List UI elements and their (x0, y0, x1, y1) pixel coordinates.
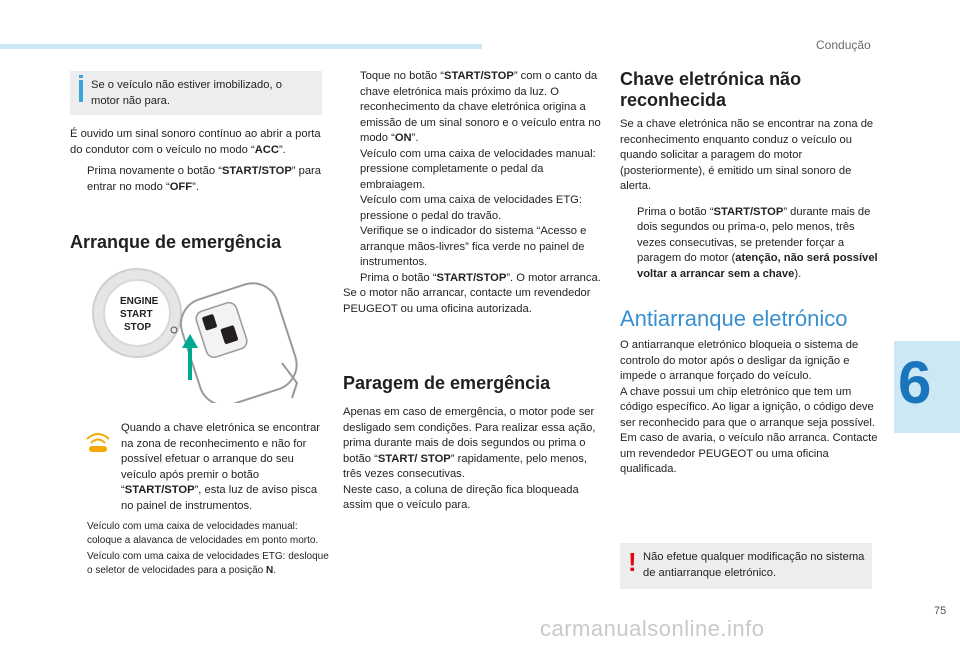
column-3-text-b (620, 338, 878, 478)
header-bar (0, 44, 482, 49)
key-note: Quando a chave eletrónica se encontrar na zona de reconhecimento e não for possível efetuar o arranque do seu veículo após premir o botão “START/STOP”, esta luz de aviso pisca no painel de instrumentos. (121, 422, 321, 512)
engine-label-1: ENGINE (120, 296, 159, 307)
engine-label-3: STOP (124, 322, 152, 333)
watermark: carmanualsonline.info (540, 616, 765, 641)
section-title: Condução (816, 38, 871, 52)
heading-immobiliser: Antiarranque eletrónico (620, 306, 848, 331)
heading-key-not-recognised: Chave eletrónica não reconhecida (620, 69, 802, 110)
info-box (70, 71, 322, 115)
key-warning-light-icon (83, 431, 113, 455)
paragraph: Se o motor não arrancar, contacte um revendedor PEUGEOT ou uma oficina autorizada. (343, 287, 591, 315)
column-3-text (620, 117, 878, 282)
warning-text: Não efetue qualquer modificação no sistema de antiarranque eletrónico. (643, 551, 865, 579)
list-item: Prima o botão “START/STOP”. O motor arranca. (360, 271, 601, 284)
column-2-text-b (343, 405, 601, 520)
list-item: Veículo com uma caixa de velocidades manual: coloque a alavanca de velocidades em ponto morto. (87, 521, 319, 546)
warning-box (620, 543, 872, 589)
list-item: Veículo com uma caixa de velocidades ETG: desloque o seletor de velocidades para a posição N. (87, 551, 329, 576)
paragraph: É ouvido um sinal sonoro contínuo ao abrir a porta do condutor com o veículo no modo “ACC”. (70, 128, 321, 156)
engine-label-2: START (120, 309, 153, 320)
paragraph: A chave possui um chip eletrónico que tem um código específico. Ao ligar a ignição, o código deve ser reconhecido para que o arranque seja possível. (620, 385, 875, 429)
warning-icon: ! (628, 547, 637, 577)
chapter-number: 6 (898, 349, 932, 416)
list-item: Veículo com uma caixa de velocidades manual: pressione completamente o pedal da embraiagem. (360, 147, 596, 191)
paragraph: Neste caso, a coluna de direção fica bloqueada assim que o veículo para. (343, 483, 579, 511)
key-illustration (92, 268, 322, 403)
list-item: Toque no botão “START/STOP” com o canto da chave eletrónica mais próximo da luz. O reconhecimento da chave eletrónica origina a emissão de um sinal sonoro e o veículo entra no modo “ON”. (360, 70, 601, 144)
info-icon (79, 80, 83, 102)
column-1-text (70, 127, 328, 195)
info-text: Se o veículo não estiver imobilizado, o motor não para. (91, 79, 282, 107)
heading-emergency-start: Arranque de emergência (70, 232, 282, 252)
paragraph: Apenas em caso de emergência, o motor pode ser desligado sem condições. Para realizar essa ação, prima durante mais de dois segundos ou prima o botão “START/ STOP” rapidamente, pelo menos, três vezes consecutivas. (343, 406, 596, 480)
paragraph: O antiarranque eletrónico bloqueia o sistema de controlo do motor após o desligar da ignição e impede o arranque forçado do veículo. (620, 339, 859, 382)
list-item: Verifique se o indicador do sistema “Acesso e arranque mãos-livres” fica verde no painel de instrumentos. (360, 225, 587, 268)
list-item: Prima o botão “START/STOP” durante mais de dois segundos ou prima-o, pelo menos, três vezes consecutivas, se pretender forçar a paragem do motor (atenção, não será possível voltar a arrancar sem a chave). (637, 205, 878, 280)
paragraph: Se a chave eletrónica não se encontrar na zona de reconhecimento enquanto conduz o veículo ou quando solicitar a paragem do motor (posteriormente), é emitido um sinal sonoro de alerta. (620, 118, 874, 192)
column-2-text (343, 69, 601, 323)
column-1-small-list (70, 520, 332, 577)
list-item: Prima novamente o botão “START/STOP” para entrar no modo “OFF”. (87, 165, 322, 193)
paragraph: Em caso de avaria, o veículo não arranca. Contacte um revendedor PEUGEOT ou uma oficina qualificada. (620, 432, 878, 475)
heading-emergency-stop: Paragem de emergência (343, 373, 551, 393)
page-number: 75 (934, 605, 947, 617)
list-item: Veículo com uma caixa de velocidades ETG: pressione o pedal do travão. (360, 194, 582, 222)
